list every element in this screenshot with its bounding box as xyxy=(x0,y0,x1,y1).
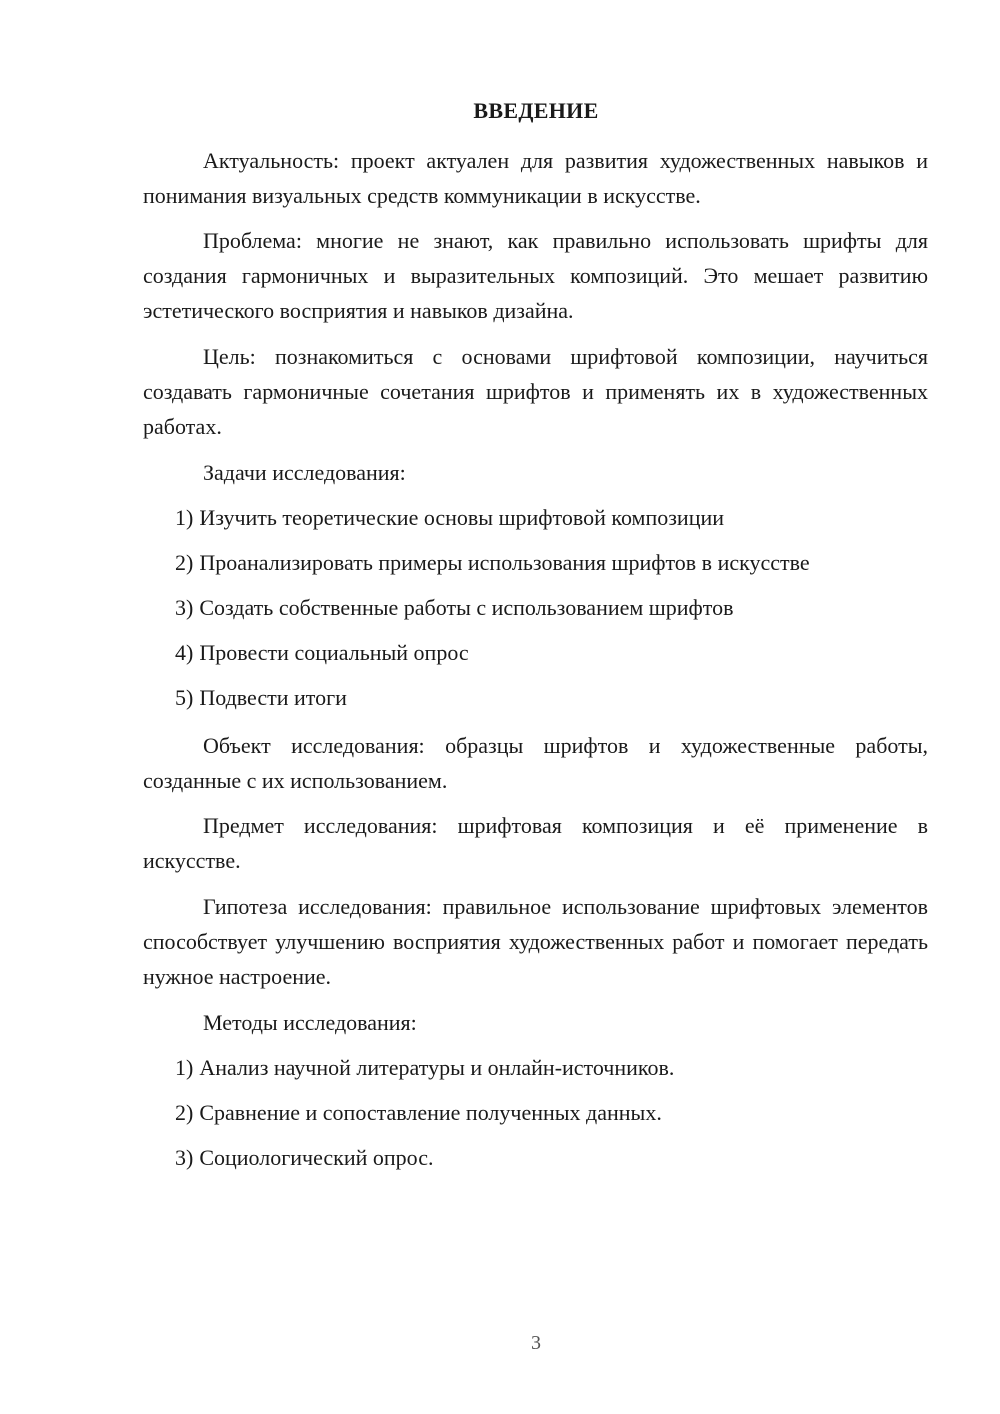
task-text: Изучить теоретические основы шрифтовой композиции xyxy=(199,505,725,530)
hypothesis-paragraph: Гипотеза исследования: правильное использование шрифтовых элементов способствует улучшению восприятия художественных работ и помогает передать нужное настроение. xyxy=(143,894,928,989)
task-number: 2) xyxy=(175,550,194,575)
page-number: 3 xyxy=(531,1332,541,1354)
subject-paragraph: Предмет исследования: шрифтовая композиция и её применение в искусстве. xyxy=(143,813,928,873)
object-paragraph: Объект исследования: образцы шрифтов и художественные работы, созданные с их использованием. xyxy=(143,733,928,793)
method-item-2 xyxy=(175,1095,935,1130)
task-item-4 xyxy=(175,635,935,670)
task-number: 4) xyxy=(175,640,194,665)
method-item-1 xyxy=(175,1050,935,1085)
task-number: 3) xyxy=(175,595,194,620)
method-text: Сравнение и сопоставление полученных данных. xyxy=(199,1100,662,1125)
relevance-paragraph: Актуальность: проект актуален для развития художественных навыков и понимания визуальных средств коммуникации в искусстве. xyxy=(143,148,928,208)
method-text: Социологический опрос. xyxy=(199,1145,434,1170)
task-item-3 xyxy=(175,590,935,625)
task-text: Провести социальный опрос xyxy=(199,640,469,665)
task-item-2 xyxy=(175,545,935,580)
method-item-3 xyxy=(175,1140,935,1175)
method-number: 1) xyxy=(175,1055,194,1080)
task-number: 1) xyxy=(175,505,194,530)
methods-heading: Методы исследования: xyxy=(203,1010,417,1035)
task-text: Проанализировать примеры использования шрифтов в искусстве xyxy=(199,550,810,575)
task-number: 5) xyxy=(175,685,194,710)
method-text: Анализ научной литературы и онлайн-источников. xyxy=(199,1055,675,1080)
task-text: Подвести итоги xyxy=(199,685,347,710)
goal-paragraph: Цель: познакомиться с основами шрифтовой композиции, научиться создавать гармоничные сочетания шрифтов и применять их в художественных работах. xyxy=(143,344,928,439)
method-number: 3) xyxy=(175,1145,194,1170)
problem-paragraph: Проблема: многие не знают, как правильно использовать шрифты для создания гармоничных и выразительных композиций. Это мешает развитию эстетического восприятия и навыков дизайна. xyxy=(143,228,928,323)
method-number: 2) xyxy=(175,1100,194,1125)
task-item-5 xyxy=(175,680,935,715)
page-title: ВВЕДЕНИЕ xyxy=(473,98,599,123)
task-item-1 xyxy=(175,500,935,535)
tasks-heading: Задачи исследования: xyxy=(203,460,406,485)
task-text: Создать собственные работы с использованием шрифтов xyxy=(199,595,734,620)
